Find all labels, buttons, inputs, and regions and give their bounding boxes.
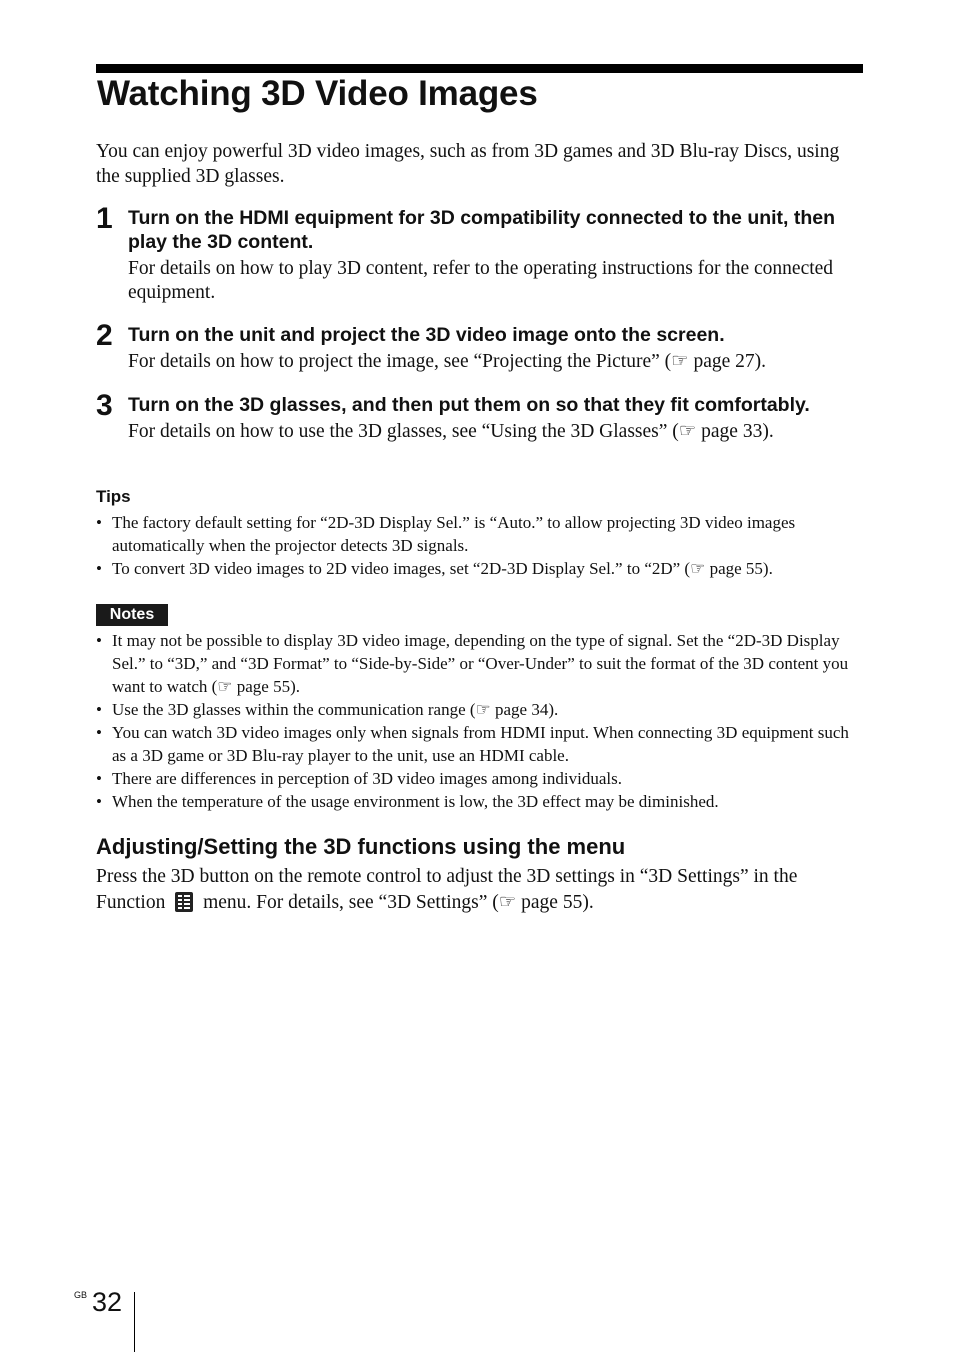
list-item: • It may not be possible to display 3D video image, depending on the type of signal. Set the “2D-3D Display Sel.” to “3D,” and “3D Format” to “Side-by-Side” or “Over-Under” to suit the format of the 3D content you want to watch (☞ page 55). — [96, 631, 849, 696]
step-3 — [96, 389, 866, 444]
step-2 — [96, 319, 866, 374]
step-body: For details on how to play 3D content, refer to the operating instructions for the connected equipment. — [128, 258, 834, 303]
step-body-page-ref: page 33). — [696, 421, 774, 442]
step-body-page-ref: page 27). — [688, 351, 767, 372]
list-item: • When the temperature of the usage environment is low, the 3D effect may be diminished. — [96, 792, 719, 811]
section-body-text-end: menu. For details, see “3D Settings” (☞ page 55). — [203, 892, 594, 913]
section-body — [96, 864, 871, 916]
intro-paragraph: You can enjoy powerful 3D video images, such as from 3D games and 3D Blu-ray Discs, using the supplied 3D glasses. — [96, 141, 840, 187]
tips-heading: Tips — [96, 487, 131, 506]
page-reference-icon: ☞ — [678, 421, 697, 442]
notes-badge: Notes — [96, 604, 168, 626]
page-number: 32 — [92, 1287, 123, 1317]
section-body-text: Press the 3D button on the remote control to adjust the 3D settings in “3D Settings” in the Function — [96, 866, 798, 913]
step-body-text: For details on how to use the 3D glasses, see “Using the 3D Glasses” ( — [128, 421, 679, 442]
notes-list — [96, 629, 866, 813]
footer-rule — [134, 1292, 135, 1352]
tip-text: To convert 3D video images to 2D video images, set “2D-3D Display Sel.” to “2D” (☞ page 55). — [112, 559, 773, 578]
note-text: You can watch 3D video images only when signals from HDMI input. When connecting 3D equipment such as a 3D game or 3D Blu-ray player to the unit, use an HDMI cable. — [112, 723, 849, 765]
region-label: GB — [74, 1290, 88, 1300]
note-text: It may not be possible to display 3D video image, depending on the type of signal. Set the “2D-3D Display Sel.” to “3D,” and “3D Format” to “Side-by-Side” or “Over-Under” to suit the format of the 3D content you want to watch (☞ page 55). — [112, 631, 849, 696]
step-body — [128, 350, 866, 374]
note-text: There are differences in perception of 3D video images among individuals. — [112, 769, 622, 788]
step-number: 1 — [96, 202, 113, 235]
list-item: • To convert 3D video images to 2D video images, set “2D-3D Display Sel.” to “2D” (☞ page 55). — [96, 559, 773, 578]
tip-text: The factory default setting for “2D-3D Display Sel.” is “Auto.” to allow projecting 3D video images automatically when the projector detects 3D signals. — [112, 513, 796, 555]
list-item: • You can watch 3D video images only when signals from HDMI input. When connecting 3D equipment such as a 3D game or 3D Blu-ray player to the unit, use an HDMI cable. — [96, 723, 849, 765]
step-1 — [96, 202, 866, 305]
function-menu-icon — [174, 891, 194, 913]
section-heading: Adjusting/Setting the 3D functions using the menu — [96, 834, 626, 859]
title-rule — [96, 64, 863, 73]
step-heading: Turn on the unit and project the 3D video image onto the screen. — [128, 324, 725, 346]
page-title: Watching 3D Video Images — [97, 74, 538, 113]
step-number: 3 — [96, 389, 113, 422]
step-heading: Turn on the HDMI equipment for 3D compatibility connected to the unit, then play the 3D content. — [128, 207, 836, 253]
list-item: • There are differences in perception of 3D video images among individuals. — [96, 769, 622, 788]
step-body-text: For details on how to project the image, see “Projecting the Picture” ( — [128, 351, 672, 372]
page-reference-icon: ☞ — [671, 351, 689, 372]
list-item: • Use the 3D glasses within the communication range (☞ page 34). — [96, 700, 559, 719]
step-number: 2 — [96, 319, 113, 352]
tips-list — [96, 511, 866, 580]
note-text: When the temperature of the usage environment is low, the 3D effect may be diminished. — [112, 792, 719, 811]
step-heading: Turn on the 3D glasses, and then put them on so that they fit comfortably. — [128, 394, 810, 416]
list-item: • The factory default setting for “2D-3D Display Sel.” is “Auto.” to allow projecting 3D video images automatically when the projector detects 3D signals. — [96, 513, 796, 555]
note-text: Use the 3D glasses within the communication range (☞ page 34). — [112, 700, 559, 719]
step-body — [128, 420, 866, 444]
